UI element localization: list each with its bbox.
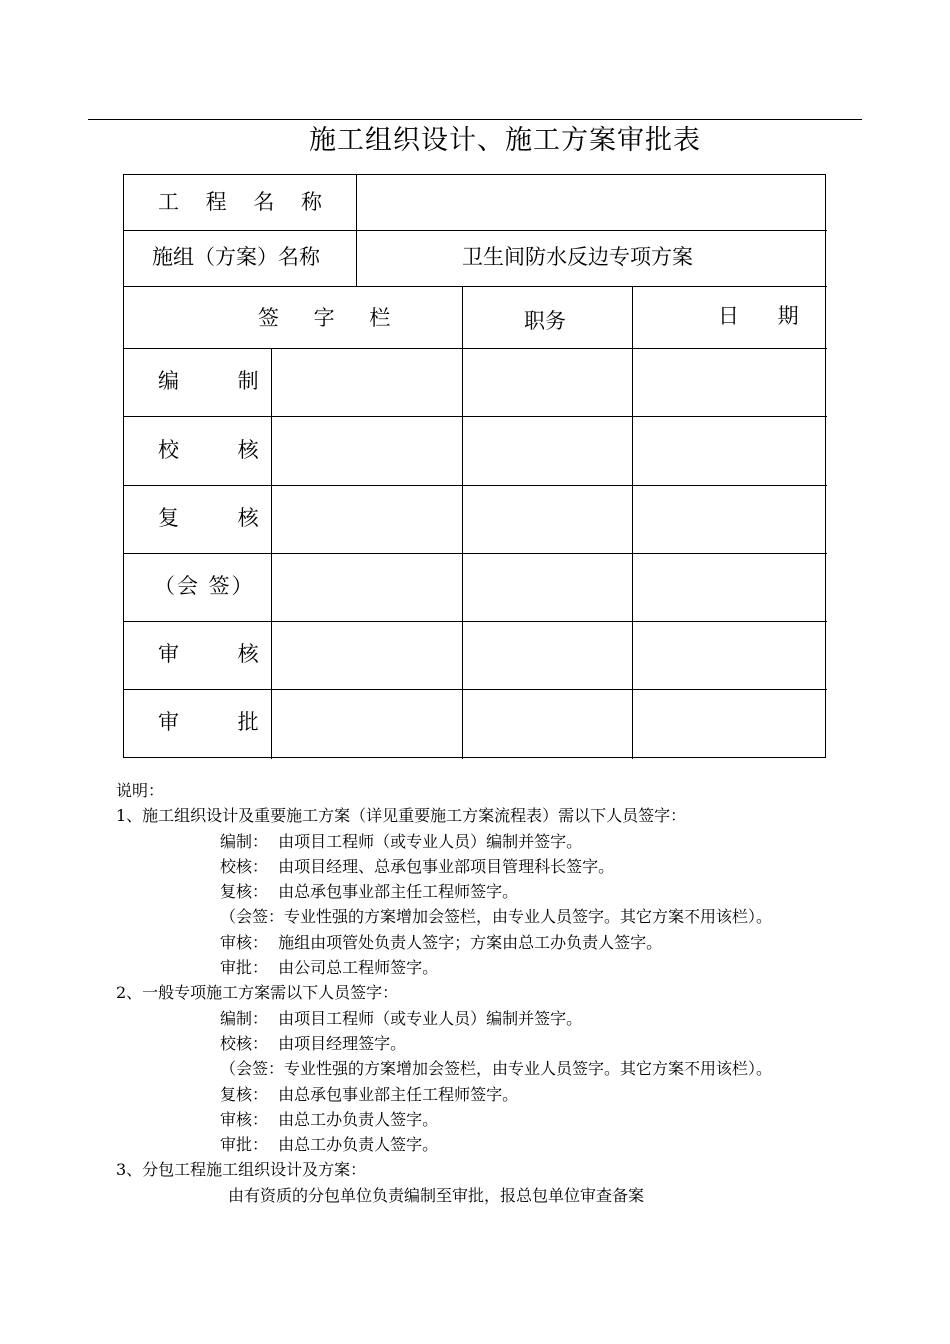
notes-item: 审核： 施组由项管处负责人签字；方案由总工办负责人签字。: [220, 932, 663, 952]
row-divider: [124, 621, 827, 622]
row-divider: [124, 416, 827, 417]
notes-item: 审核： 由总工办负责人签字。: [220, 1109, 439, 1129]
notes-item: 复核： 由总承包事业部主任工程师签字。: [220, 1084, 519, 1104]
row-divider: [124, 689, 827, 690]
col-divider: [462, 286, 463, 759]
role-countersign-label: （会 签）: [154, 574, 255, 598]
date-column-header: 日 期: [718, 304, 815, 328]
plan-name-value[interactable]: 卫生间防水反边专项方案: [462, 245, 693, 269]
row-divider: [124, 230, 827, 231]
notes-section-2-title: 2、一般专项施工方案需以下人员签字：: [116, 983, 399, 1003]
notes-item: 审批： 由总工办负责人签字。: [220, 1135, 439, 1155]
signature-column-header: 签 字 栏: [258, 306, 405, 330]
notes-section-3-title: 3、分包工程施工组织设计及方案：: [116, 1160, 367, 1180]
notes-item: 编制： 由项目工程师（或专业人员）编制并签字。: [220, 831, 583, 851]
notes-item: 审批： 由公司总工程师签字。: [220, 958, 439, 978]
notes-item: （会签：专业性强的方案增加会签栏，由专业人员签字。其它方案不用该栏）。: [220, 907, 773, 927]
row-divider: [124, 485, 827, 486]
col-divider: [271, 348, 272, 759]
role-recheck-label: 复 核: [158, 506, 285, 530]
row-divider: [124, 286, 827, 287]
approval-form-table: [123, 174, 826, 758]
project-name-label: 工 程 名 称: [158, 190, 333, 214]
notes-item: 编制： 由项目工程师（或专业人员）编制并签字。: [220, 1008, 583, 1028]
project-name-field[interactable]: [359, 177, 825, 229]
row-divider: [124, 348, 827, 349]
notes-item: 校核： 由项目经理签字。: [220, 1033, 407, 1053]
role-approve-label: 审 批: [158, 710, 285, 734]
row-divider: [124, 553, 827, 554]
col-divider: [632, 286, 633, 759]
page-title: 施工组织设计、施工方案审批表: [309, 125, 701, 156]
notes-item: 由有资质的分包单位负责编制至审批，报总包单位审查备案: [228, 1185, 645, 1205]
instructions-section: [116, 778, 772, 1208]
notes-item: 复核： 由总承包事业部主任工程师签字。: [220, 882, 519, 902]
role-check-label: 校 核: [158, 438, 285, 462]
notes-heading: 说明：: [116, 781, 165, 800]
notes-item: 校核： 由项目经理、总承包事业部项目管理科长签字。: [220, 856, 615, 876]
role-review-label: 审 核: [158, 642, 285, 666]
notes-item: （会签：专业性强的方案增加会签栏，由专业人员签字。其它方案不用该栏）。: [220, 1059, 773, 1079]
plan-name-label: 施组（方案）名称: [152, 245, 320, 269]
col-divider: [356, 175, 357, 286]
position-column-header: 职务: [524, 309, 566, 333]
role-compile-label: 编 制: [158, 369, 285, 393]
notes-section-1-title: 1、施工组织设计及重要施工方案（详见重要施工方案流程表）需以下人员签字：: [116, 806, 687, 826]
